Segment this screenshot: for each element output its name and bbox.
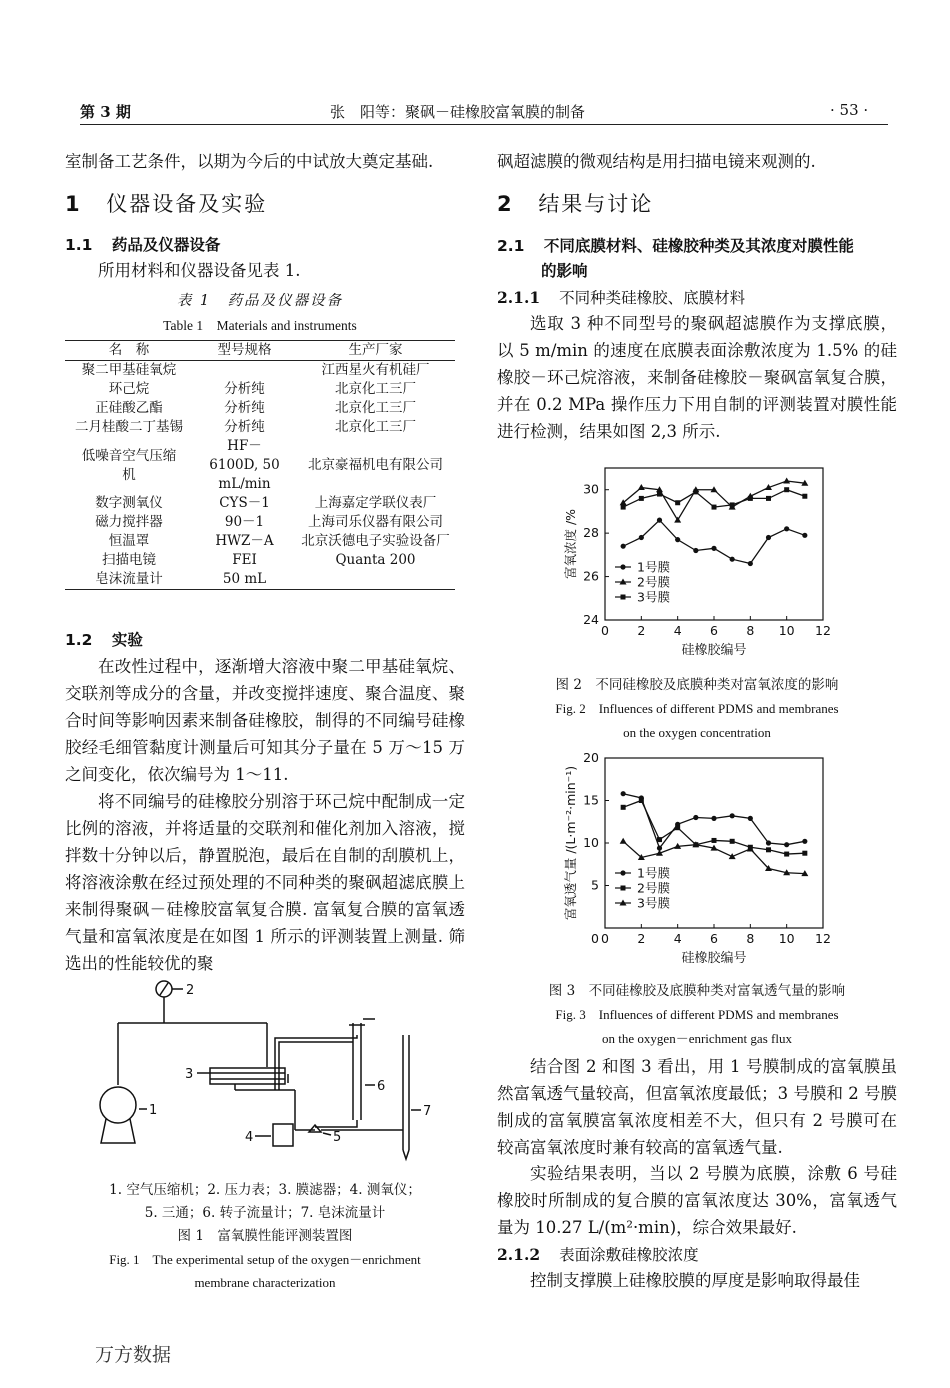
- table-cell: [193, 361, 296, 381]
- table-cell: [296, 570, 455, 589]
- fig2-caption-en-line2: on the oxygen concentration: [623, 725, 771, 740]
- table-cell: 扫描电镜: [102, 552, 156, 568]
- table-row: [65, 513, 455, 532]
- data-point: [620, 870, 625, 875]
- y-axis-label: 富氧浓度 /%: [563, 508, 578, 580]
- table-cell: 50 mL: [222, 571, 267, 587]
- data-point: [620, 564, 625, 569]
- x-axis-label: 硅橡胶编号: [681, 951, 747, 966]
- x-tick-label: 4: [673, 931, 682, 946]
- figure-2-oxygen-concentration-chart: [555, 460, 845, 665]
- table-row: [65, 494, 455, 513]
- data-point: [802, 494, 807, 499]
- x-tick-label: 12: [815, 931, 831, 946]
- x-axis-label: 硅橡胶编号: [681, 643, 747, 658]
- table-cell: 江西星火有机硅厂: [321, 362, 430, 378]
- oxygen-meter-icon: [273, 1124, 293, 1146]
- x-tick-label: 8: [746, 623, 755, 638]
- section-2-title: 结果与讨论: [538, 192, 654, 216]
- section-2-1-1-title: 不同种类硅橡胶、底膜材料: [559, 289, 746, 307]
- data-point: [639, 496, 644, 501]
- experiment-paragraph-1: 在改性过程中，逐渐增大溶液中聚二甲基硅氧烷、交联剂等成分的含量，并改变搅拌速度、聚合温度、聚合时间等影响因素来制备硅橡胶，制得的不同编号硅橡胶经毛细管黏度计测量后可知其分子量在 5 万～15 万之间变化，依次编号为 1～11.: [65, 657, 465, 784]
- table-cell: HF－6100D, 50 mL/min: [209, 438, 280, 492]
- fig1-label: 7: [423, 1104, 432, 1119]
- data-point: [621, 544, 626, 549]
- figure-3-gas-flux-chart: [555, 748, 845, 970]
- section-1-1-heading: [65, 233, 220, 255]
- table-row: [65, 361, 455, 381]
- y-tick-label: 28: [583, 525, 599, 541]
- x-tick-label: 12: [815, 623, 831, 638]
- section-2-heading: [497, 188, 653, 218]
- x-tick-label: 4: [673, 623, 682, 638]
- results-paragraph-4: 控制支撑膜上硅橡胶膜的厚度是影响取得最佳: [530, 1271, 860, 1290]
- table-cell: 环己烷: [108, 381, 150, 397]
- table-cell: 正硅酸乙酯: [95, 400, 163, 416]
- data-point: [766, 847, 771, 852]
- data-point: [711, 816, 716, 821]
- table-cell: 分析纯: [224, 400, 265, 416]
- table-cell: 磁力搅拌器: [95, 514, 163, 530]
- data-point: [693, 815, 698, 820]
- data-point: [693, 548, 698, 553]
- section-1-2-heading: [65, 628, 143, 650]
- data-point: [638, 484, 645, 490]
- section-2-1-2-heading: [497, 1243, 699, 1265]
- data-point: [802, 533, 807, 538]
- y-tick-label: 15: [583, 792, 599, 808]
- fig2-caption-cn: 图 2 不同硅橡胶及底膜种类对富氧浓度的影响: [555, 677, 839, 693]
- data-point: [766, 535, 771, 540]
- table-cell: FEI: [232, 552, 257, 568]
- table-row: [65, 532, 455, 551]
- section-2-number: 2: [497, 192, 512, 216]
- y-tick-label: 5: [591, 877, 599, 893]
- data-point: [711, 546, 716, 551]
- data-point: [766, 840, 771, 845]
- table-row: [65, 437, 455, 494]
- fig3-caption-cn: 图 3 不同硅橡胶及底膜种类对富氧透气量的影响: [548, 983, 846, 999]
- table-cell: 上海嘉定学联仪表厂: [314, 495, 437, 511]
- y-tick-label: 26: [583, 568, 599, 584]
- legend-label: 3号膜: [637, 589, 670, 605]
- data-point: [802, 839, 807, 844]
- table-header-row: [65, 341, 455, 361]
- data-point: [621, 886, 626, 891]
- section-2-1-2-title: 表面涂敷硅橡胶浓度: [559, 1246, 699, 1264]
- table-header-cell: 型号规格: [193, 341, 296, 361]
- data-point: [620, 838, 627, 844]
- table-row: [65, 570, 455, 589]
- table-cell: 恒温罩: [108, 533, 150, 549]
- section-1-2-title: 实验: [111, 631, 143, 649]
- table-1-title-cn: 表 1 药品及仪器设备: [176, 293, 344, 309]
- data-point: [712, 838, 717, 843]
- section-2-1-heading: [497, 233, 897, 260]
- legend-label: 2号膜: [637, 880, 670, 896]
- header-rule: [80, 124, 888, 125]
- data-point: [639, 798, 644, 803]
- legend-label: 2号膜: [637, 574, 670, 590]
- table-row: [65, 551, 455, 570]
- fig1-legend-line1: 1. 空气压缩机；2. 压力表；3. 膜滤器；4. 测氧仪；: [109, 1182, 421, 1198]
- x-tick-label: 10: [778, 623, 795, 638]
- data-point: [657, 837, 662, 842]
- origin-label: 0: [591, 931, 599, 946]
- table-cell: 北京化工三厂: [335, 400, 416, 416]
- data-point: [783, 478, 790, 484]
- section-2-1-2-number: 2.1.2: [497, 1245, 541, 1264]
- fig1-caption-en-line1: Fig. 1 The experimental setup of the oxygen－enrichment: [109, 1252, 421, 1267]
- table-cell: 聚二甲基硅氧烷: [81, 362, 177, 378]
- section-1-number: 1: [65, 192, 80, 216]
- data-point: [621, 505, 626, 510]
- section-1-heading: [65, 188, 267, 218]
- section-1-2-number: 1.2: [65, 631, 93, 649]
- legend-label: 3号膜: [637, 895, 670, 911]
- data-point: [766, 496, 771, 501]
- table-row: [65, 418, 455, 437]
- section-2-1-title-line1: 不同底膜材料、硅橡胶种类及其浓度对膜性能: [543, 237, 854, 255]
- data-point: [784, 842, 789, 847]
- fig1-label: 2: [186, 983, 195, 998]
- x-tick-label: 8: [746, 931, 755, 946]
- table-cell: 北京豪福机电有限公司: [308, 457, 443, 473]
- data-point: [621, 791, 626, 796]
- results-paragraph-2: 结合图 2 和图 3 看出，用 1 号膜制成的富氧膜虽然富氧透气量较高，但富氧浓度最低；3 号膜和 2 号膜制成的富氧膜富氧浓度相差不大，但只有 2 号膜可在较高富氧浓度时兼有较高的富氧透气量.: [497, 1057, 897, 1157]
- data-point: [784, 487, 789, 492]
- data-point: [621, 595, 626, 600]
- y-tick-label: 20: [583, 750, 599, 765]
- section-1-title: 仪器设备及实验: [106, 192, 268, 216]
- x-tick-label: 10: [778, 931, 795, 946]
- series-line: [623, 490, 805, 507]
- running-header-title: 张 阳等：聚砜－硅橡胶富氧膜的制备: [330, 103, 586, 121]
- x-tick-label: 2: [637, 931, 646, 946]
- fig1-label: 1: [149, 1103, 158, 1118]
- data-point: [675, 500, 680, 505]
- data-point: [748, 496, 753, 501]
- table-cell: 北京化工三厂: [335, 381, 416, 397]
- x-tick-label: 0: [601, 931, 609, 946]
- x-tick-label: 2: [637, 623, 646, 638]
- table-cell: 分析纯: [224, 381, 265, 397]
- y-tick-label: 30: [583, 481, 599, 497]
- table-cell: Quanta 200: [335, 552, 416, 568]
- table-cell: 分析纯: [224, 419, 265, 435]
- y-axis-label: 富氧透气量 /(L·m⁻²·min⁻¹): [563, 765, 578, 921]
- experiment-paragraph-2: 将不同编号的硅橡胶分别溶于环己烷中配制成一定比例的溶液，并将适量的交联剂和催化剂加入溶液，搅拌数十分钟以后，静置脱泡，最后在自制的刮膜机上，将溶液涂敷在经过预处理的不同种类的聚砜超滤底膜上来制得聚砜－硅橡胶富氧复合膜. 富氧复合膜的富氧透气量和富氧浓度是在如图 1 所示的评测装置上测量. 筛选出的性能较优的聚: [65, 792, 465, 973]
- table-cell: 上海司乐仪器有限公司: [308, 514, 443, 530]
- fig1-label: 6: [377, 1079, 386, 1094]
- running-header-issue: 第 3 期: [80, 103, 131, 121]
- table-row: [65, 399, 455, 418]
- results-paragraph-1: 选取 3 种不同型号的聚砜超滤膜作为支撑底膜，以 5 m/min 的速度在底膜表面涂敷浓度为 1.5% 的硅橡胶－环己烷溶液，来制备硅橡胶－聚砜富氧复合膜，并在 0.2 MPa 操作压力下用自制的评测装置对膜性能进行检测，结果如图 2,3 所示.: [497, 314, 897, 441]
- membrane-filter-icon: [210, 1068, 285, 1084]
- data-point: [730, 839, 735, 844]
- tee-valve-icon: [309, 1125, 321, 1132]
- table-row: [65, 380, 455, 399]
- data-point: [784, 526, 789, 531]
- figure-1-setup-diagram: [85, 975, 465, 1170]
- fig1-caption-cn: 图 1 富氧膜性能评测装置图: [177, 1228, 353, 1244]
- table-header-cell: 生产厂家: [296, 341, 455, 361]
- fig1-legend-line2: 5. 三通；6. 转子流量计；7. 皂沫流量计: [144, 1205, 386, 1221]
- right-intro: 砜超滤膜的微观结构是用扫描电镜来观测的.: [497, 152, 816, 171]
- data-point: [675, 537, 680, 542]
- data-point: [730, 557, 735, 562]
- fig1-label: 4: [245, 1130, 254, 1145]
- section-2-1-number: 2.1: [497, 237, 525, 255]
- table-cell: CYS－1: [219, 495, 270, 511]
- table-cell: 皂沫流量计: [95, 571, 163, 587]
- table-cell: HWZ－A: [215, 533, 274, 549]
- fig1-label: 5: [333, 1130, 342, 1145]
- x-tick-label: 6: [710, 931, 718, 946]
- table-1: [65, 340, 455, 590]
- page-number: · 53 ·: [830, 101, 869, 119]
- y-tick-label: 24: [583, 612, 599, 627]
- section-1-1-title: 药品及仪器设备: [111, 236, 221, 254]
- table-cell: 90－1: [224, 514, 265, 530]
- table-header-cell: 名 称: [65, 341, 193, 361]
- data-point: [621, 805, 626, 810]
- fig1-caption-en-line2: membrane characterization: [194, 1275, 336, 1290]
- data-point: [674, 517, 681, 523]
- data-point: [784, 852, 789, 857]
- data-point: [730, 813, 735, 818]
- watermark: 万方数据: [95, 1344, 172, 1366]
- results-paragraph-3: 实验结果表明，当以 2 号膜为底膜，涂敷 6 号硅橡胶时所制成的复合膜的富氧浓度达 30%，富氧透气量为 10.27 L/(m²·min)，综合效果最好.: [497, 1164, 897, 1237]
- data-point: [639, 535, 644, 540]
- left-intro: 室制备工艺条件，以期为今后的中试放大奠定基础.: [65, 152, 434, 171]
- data-point: [748, 561, 753, 566]
- data-point: [712, 505, 717, 510]
- table-cell: 二月桂酸二丁基锡: [75, 419, 183, 435]
- table-cell: 北京沃德电子实验设备厂: [301, 533, 450, 549]
- air-compressor-icon: [100, 1087, 136, 1123]
- data-point: [802, 851, 807, 856]
- data-point: [675, 825, 680, 830]
- section-2-1-1-number: 2.1.1: [497, 288, 541, 307]
- fig3-caption-en-line1: Fig. 3 Influences of different PDMS and membranes: [555, 1007, 839, 1022]
- section-2-1-1-heading: [497, 286, 745, 308]
- section-2-1-title-line2: 的影响: [541, 262, 588, 280]
- fig3-caption-en-line2: on the oxygen－enrichment gas flux: [602, 1031, 792, 1046]
- x-tick-label: 6: [710, 623, 718, 638]
- series-2: [620, 478, 809, 523]
- data-point: [657, 492, 662, 497]
- legend-label: 1号膜: [637, 559, 670, 575]
- y-tick-label: 10: [583, 835, 599, 850]
- data-point: [657, 518, 662, 523]
- table-cell: 低噪音空气压缩机: [81, 447, 177, 483]
- data-point: [730, 502, 735, 507]
- table-ref-paragraph: 所用材料和仪器设备见表 1.: [98, 261, 301, 280]
- x-tick-label: 0: [601, 623, 609, 638]
- data-point: [693, 489, 698, 494]
- table-cell: 数字测氧仪: [95, 495, 163, 511]
- section-1-1-number: 1.1: [65, 236, 93, 254]
- series-line: [623, 520, 805, 563]
- table-1-title-en: Table 1 Materials and instruments: [163, 318, 357, 333]
- data-point: [748, 816, 753, 821]
- table-cell: 北京化工三厂: [335, 419, 416, 435]
- fig2-caption-en-line1: Fig. 2 Influences of different PDMS and membranes: [555, 701, 839, 716]
- legend-label: 1号膜: [637, 865, 670, 881]
- fig1-label: 3: [185, 1067, 194, 1082]
